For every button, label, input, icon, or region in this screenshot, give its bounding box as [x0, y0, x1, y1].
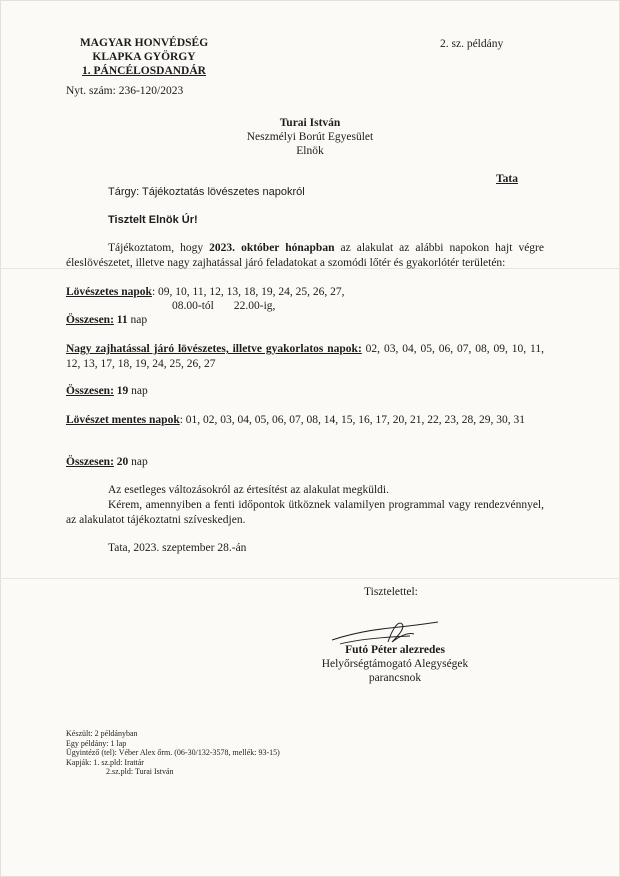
signer-name: Futó Péter alezredes: [345, 644, 445, 656]
signer-title: parancsnok: [368, 672, 422, 684]
changes-paragraph: [66, 483, 544, 498]
signer-role: Helyőrségtámogató Alegységek: [321, 658, 469, 670]
salutation: Tisztelt Elnök Úr!: [108, 214, 198, 226]
intro-text: az alakulat az alábbi napokon hajt végre éleslövészetet, illetve nagy zajhatással járó feladatokat a szomódi lőtér és gyakorlótér területén:: [66, 242, 544, 269]
issuer-line: KLAPKA GYÖRGY: [92, 51, 196, 63]
total-unit: nap: [127, 314, 148, 326]
changes-text: Az esetleges változásokról az értesítést az alakulat megküldi.: [108, 484, 389, 496]
total-label: Összesen:: [66, 385, 114, 397]
addressee-name: Turai István: [279, 117, 341, 129]
addressee-organization: Neszmélyi Borút Egyesület: [246, 131, 374, 143]
footer-notes: [66, 729, 280, 777]
footer-line: 2.sz.pld: Turai István: [106, 767, 174, 777]
issuer-line: 1. PÁNCÉLOSDANDÁR: [82, 65, 206, 77]
addressee-city: Tata: [496, 173, 518, 185]
intro-text: Tájékoztatom, hogy: [108, 242, 210, 254]
shooting-times: [172, 300, 275, 312]
noisy-days-total: [66, 385, 148, 397]
reference-number: Nyt. szám: 236-120/2023: [66, 85, 184, 97]
total-unit: nap: [128, 385, 148, 397]
footer-line: Készült: 2 példányban: [66, 729, 138, 738]
noisy-days-label: Nagy zajhatással járó lövészetes, illetve gyakorlatos napok:: [66, 343, 362, 355]
noisy-days: [66, 342, 544, 372]
free-days: [66, 413, 544, 428]
footer-line: Egy példány: 1 lap: [66, 738, 127, 748]
issuer-line: MAGYAR HONVÉDSÉG: [79, 37, 209, 49]
total-unit: nap: [128, 456, 148, 468]
copy-label: 2. sz. példány: [440, 38, 504, 50]
free-days-total: [66, 456, 148, 468]
shooting-days-total: [66, 314, 147, 326]
issuer-block: [66, 36, 222, 78]
free-days-label: Lövészet mentes napok: [66, 414, 180, 426]
addressee-block: [200, 116, 420, 158]
date-line: Tata, 2023. szeptember 28.-án: [108, 542, 247, 554]
subject-line: Tárgy: Tájékoztatás lövészetes napokról: [108, 186, 305, 198]
addressee-title: Elnök: [296, 145, 324, 157]
shooting-days: [66, 285, 544, 300]
intro-paragraph: [66, 241, 544, 271]
time-from: 08.00-tól: [172, 300, 214, 312]
request-text: Kérem, amennyiben a fenti időpontok ütköznek valamilyen programmal vagy rendezvénnyel, az alakulatot tájékoztatni szíveskedjen.: [66, 499, 544, 526]
time-to: 22.00-ig,: [233, 300, 276, 312]
shooting-days-list: : 09, 10, 11, 12, 13, 18, 19, 24, 25, 26, 27,: [151, 286, 345, 298]
total-label: Összesen:: [66, 314, 114, 326]
request-paragraph: [66, 498, 544, 528]
total-value: 19: [116, 385, 129, 397]
signer-block: [300, 643, 490, 685]
footer-line: Kapják: 1. sz.pld: Irattár: [66, 757, 144, 767]
closing-greeting: Tisztelettel:: [364, 586, 418, 598]
total-label: Összesen:: [66, 456, 114, 468]
total-value: 20: [116, 456, 129, 468]
footer-line: Ügyintéző (tel): Véber Alex őrm. (06-30/132-3578, mellék: 93-15): [66, 748, 280, 758]
total-value: 11: [116, 314, 128, 326]
intro-period: 2023. október hónapban: [209, 242, 335, 254]
free-days-list: : 01, 02, 03, 04, 05, 06, 07, 08, 14, 15, 16, 17, 20, 21, 22, 23, 28, 29, 30, 31: [179, 414, 526, 426]
date-paragraph: [66, 541, 544, 556]
fold-line: [0, 578, 620, 579]
shooting-days-label: Lövészetes napok: [66, 286, 152, 298]
noisy-days-list: 02, 03, 04, 05, 06, 07, 08, 09, 10, 11, 12, 13, 17, 18, 19, 24, 25, 26, 27: [66, 343, 545, 370]
